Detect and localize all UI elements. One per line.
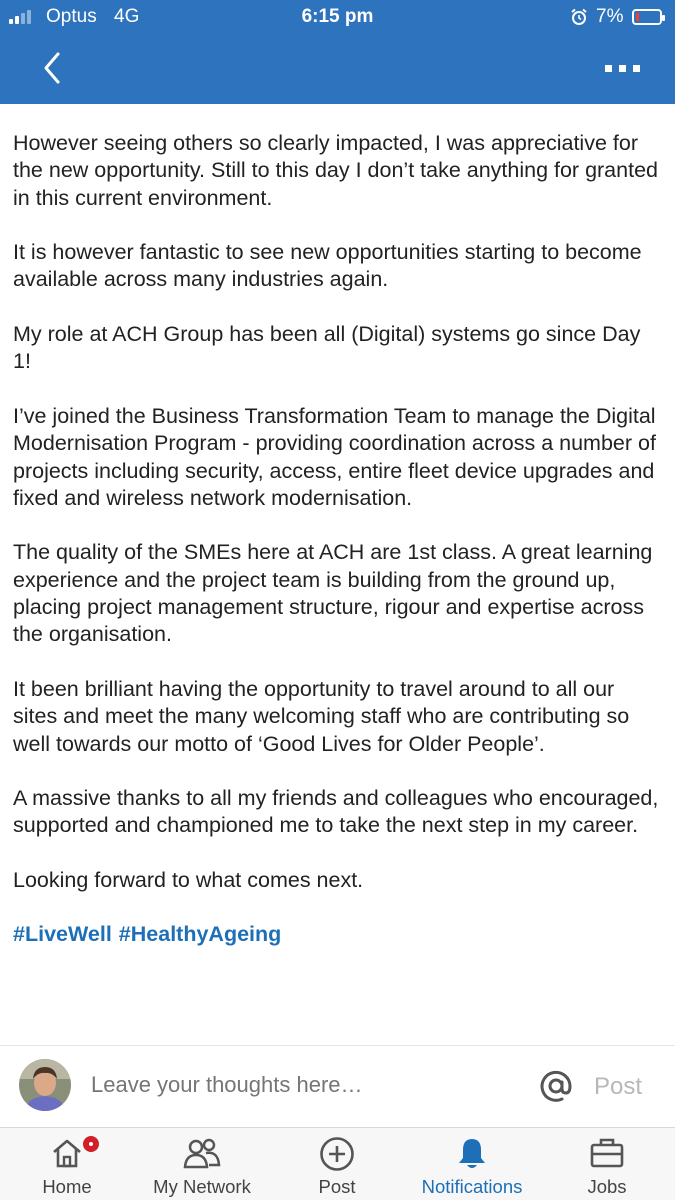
post-comment-button[interactable]: Post	[594, 1073, 643, 1100]
briefcase-icon	[589, 1136, 625, 1170]
post-body	[13, 130, 663, 948]
nav-item-my-network[interactable]	[142, 1128, 262, 1200]
carrier-name: Optus	[46, 6, 97, 27]
nav-label: Jobs	[587, 1176, 627, 1197]
post-paragraph: However seeing others so clearly impacted, I was appreciative for the new opportunity. Still to this day I don’t take anything for granted in this current environment.	[13, 131, 658, 210]
post-paragraph: It been brilliant having the opportunity to travel around to all our sites and meet the many welcoming staff who are contributing so well towards our motto of ‘Good Lives for Older People’.	[13, 676, 630, 756]
status-bar	[0, 0, 675, 36]
post-paragraph: Looking forward to what comes next.	[13, 868, 364, 893]
post-paragraph: A massive thanks to all my friends and colleagues who encouraged, supported and championed me to take the next step in my career.	[13, 786, 659, 838]
app-header	[0, 0, 675, 104]
nav-label: Notifications	[421, 1176, 523, 1197]
more-icon[interactable]	[600, 54, 646, 82]
nav-item-notifications[interactable]	[408, 1128, 536, 1200]
post-paragraph: It is however fantastic to see new opportunities starting to become available across many industries again.	[13, 240, 642, 292]
status-time: 6:15 pm	[301, 6, 374, 27]
nav-item-home[interactable]	[27, 1128, 107, 1200]
hashtag-link[interactable]: #HealthyAgeing	[118, 921, 282, 946]
home-icon	[50, 1136, 84, 1170]
post-paragraph: My role at ACH Group has been all (Digital) systems go since Day 1!	[13, 322, 641, 374]
battery-icon	[632, 9, 662, 25]
battery-percent: 7%	[596, 6, 624, 27]
nav-item-jobs[interactable]	[567, 1128, 647, 1200]
hashtag-link[interactable]: #LiveWell	[13, 921, 112, 946]
alarm-icon	[570, 8, 588, 26]
nav-label: Post	[318, 1176, 356, 1197]
comment-input[interactable]	[91, 1072, 521, 1098]
nav-label: Home	[42, 1176, 92, 1197]
bottom-nav	[0, 1127, 675, 1200]
nav-item-post[interactable]	[297, 1128, 377, 1200]
notification-badge	[81, 1134, 101, 1154]
hashtag-list	[13, 921, 663, 948]
post-paragraph: I’ve joined the Business Transformation Team to manage the Digital Modernisation Program - providing coordination across a number of projects including security, access, entire fleet device upgrades and fixed and wireless network modernisation.	[13, 403, 656, 510]
bell-icon	[455, 1136, 489, 1172]
avatar	[19, 1059, 71, 1111]
network-type: 4G	[114, 6, 140, 27]
plus-icon	[319, 1136, 355, 1172]
chevron-left-icon[interactable]	[36, 48, 72, 88]
post-paragraph: The quality of the SMEs here at ACH are 1st class. A great learning experience and the project team is building from the ground up, placing project management structure, rigour and expertise across the organisation.	[13, 540, 653, 647]
comment-bar	[0, 1045, 675, 1127]
nav-label: My Network	[153, 1176, 251, 1197]
network-icon	[182, 1136, 222, 1170]
at-icon[interactable]	[538, 1068, 574, 1104]
